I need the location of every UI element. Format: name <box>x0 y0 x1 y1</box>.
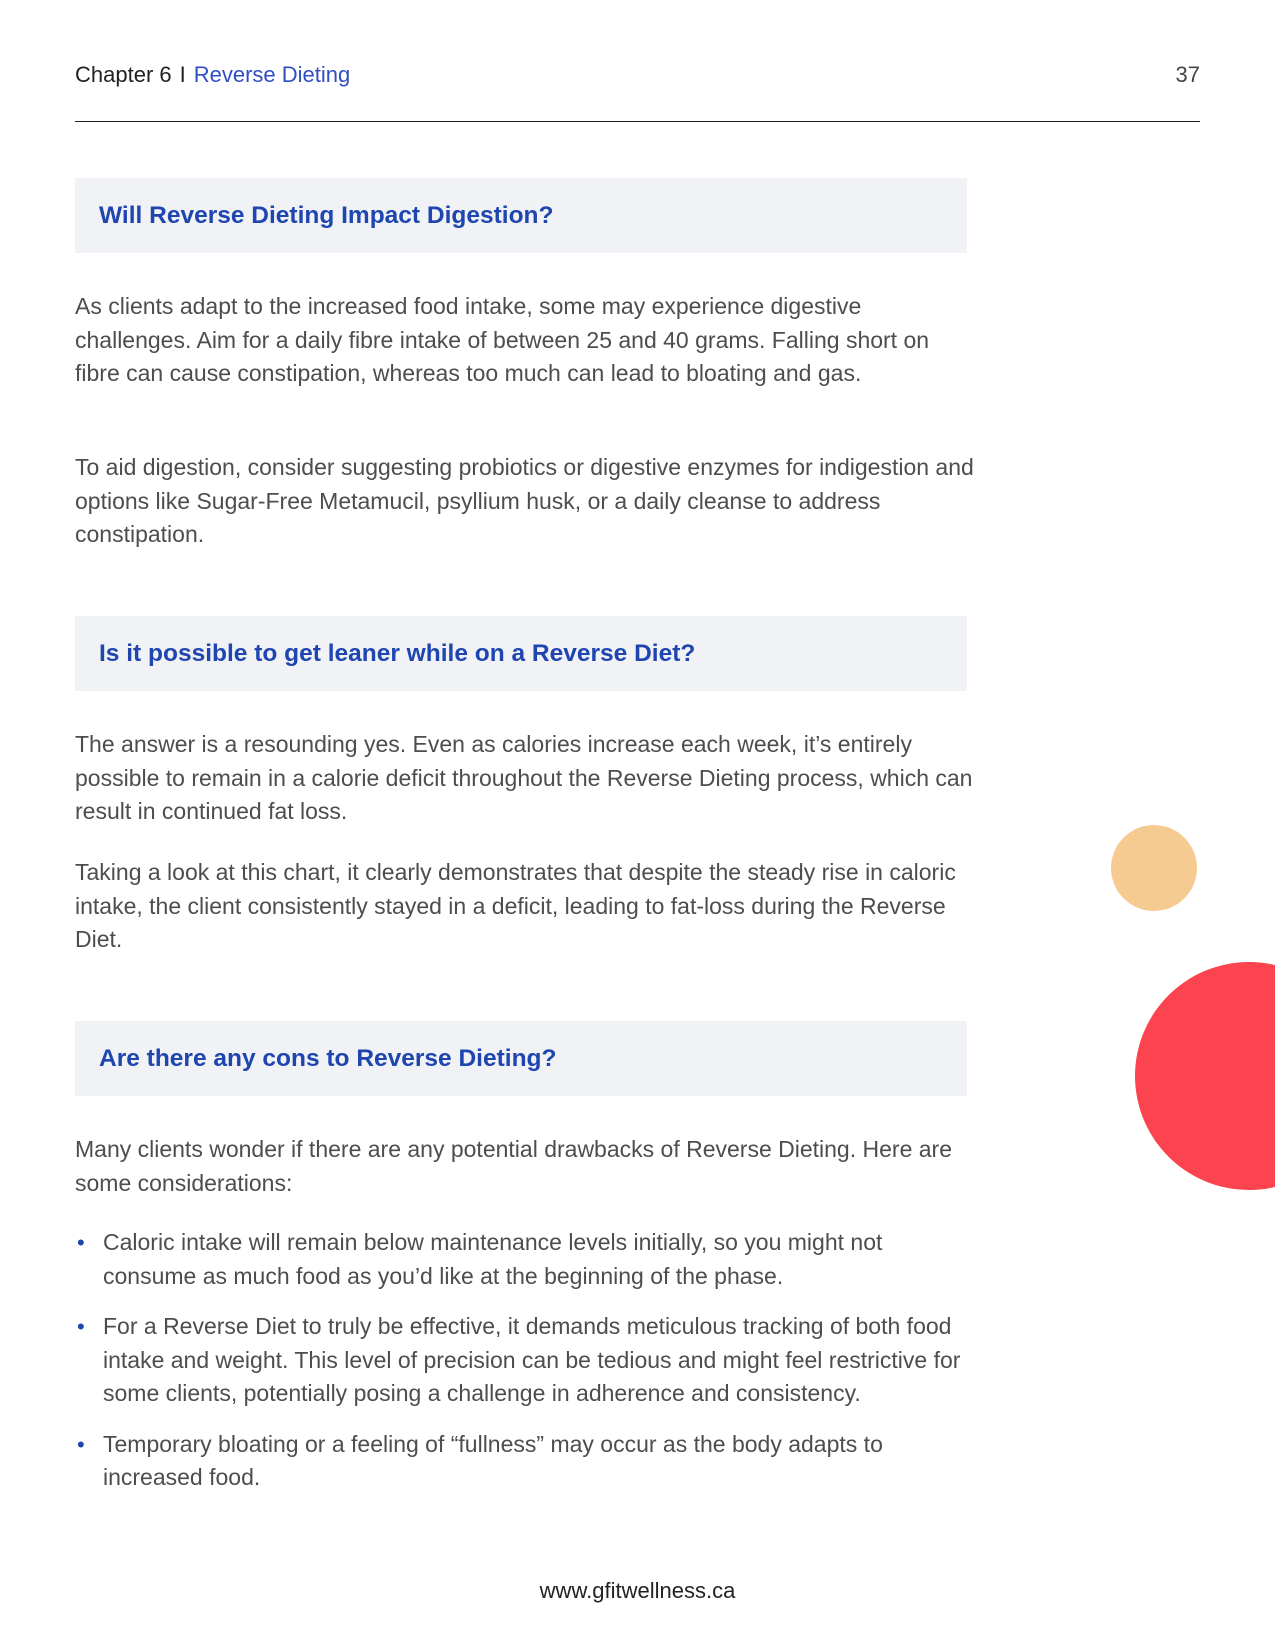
question-box-cons <box>75 1021 967 1096</box>
page-header <box>75 60 1200 122</box>
question-heading: Will Reverse Dieting Impact Digestion? <box>99 201 554 229</box>
question-heading: Is it possible to get leaner while on a Reverse Diet? <box>99 639 696 667</box>
paragraph: Taking a look at this chart, it clearly demonstrates that despite the steady rise in caloric intake, the client consistently stayed in a deficit, leading to fat-loss during the Reverse Diet. <box>75 859 956 952</box>
list-item-text: Caloric intake will remain below maintenance levels initially, so you might not consume as much food as you’d like at the beginning of the phase. <box>103 1229 883 1289</box>
question-box-digestion <box>75 178 967 253</box>
list-item <box>75 1428 975 1495</box>
paragraph: As clients adapt to the increased food intake, some may experience digestive challenges. Aim for a daily fibre intake of between 25 and 40 grams. Falling short on fibre can cause constipation, whereas too much can lead to bloating and gas. <box>75 293 930 386</box>
decorative-orange-circle <box>1111 825 1197 911</box>
list-item-text: Temporary bloating or a feeling of “fullness” may occur as the body adapts to increased food. <box>103 1430 883 1490</box>
considerations-list <box>75 1226 975 1512</box>
paragraph: To aid digestion, consider suggesting probiotics or digestive enzymes for indigestion and options like Sugar-Free Metamucil, psyllium husk, or a daily cleanse to address constipation. <box>75 454 974 547</box>
bullet-icon: • <box>77 1431 85 1457</box>
breadcrumb <box>75 62 350 88</box>
decorative-red-circle <box>1135 962 1275 1190</box>
breadcrumb-separator: I <box>179 62 186 87</box>
bullet-icon: • <box>77 1314 85 1339</box>
section-label: Reverse Dieting <box>193 62 351 87</box>
chapter-label: Chapter 6 <box>75 62 172 87</box>
footer-website: www.gfitwellness.ca <box>539 1578 736 1603</box>
page-number: 37 <box>1175 62 1200 87</box>
question-box-leaner <box>75 616 967 691</box>
paragraph: The answer is a resounding yes. Even as calories increase each week, it’s entirely possible to remain in a calorie deficit throughout the Reverse Dieting process, which can result in continued fat loss. <box>75 731 973 824</box>
bullet-icon: • <box>77 1230 85 1255</box>
question-heading: Are there any cons to Reverse Dieting? <box>99 1044 557 1072</box>
list-item <box>75 1226 975 1293</box>
list-item-text: For a Reverse Diet to truly be effective, it demands meticulous tracking of both food intake and weight. This level of precision can be tedious and might feel restrictive for some clients, potentially posing a challenge in adherence and consistency. <box>103 1313 961 1406</box>
list-item <box>75 1310 975 1411</box>
paragraph: Many clients wonder if there are any potential drawbacks of Reverse Dieting. Here are some considerations: <box>75 1136 952 1196</box>
